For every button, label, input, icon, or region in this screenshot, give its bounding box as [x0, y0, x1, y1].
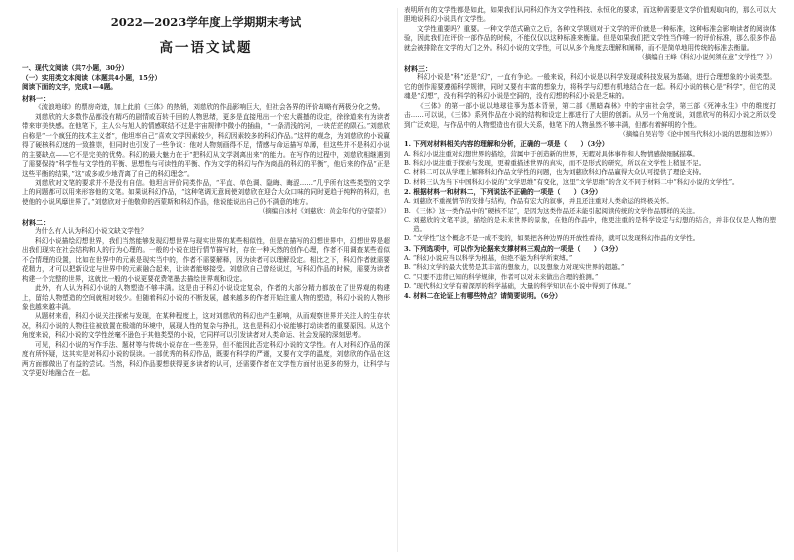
- material-1-paragraph: 刘慈欣的大多数作品都没有精巧的剧情或百转千回的人物思绪，更多是直接甩出一个宏大震撼的设定，徐徐道来有为读者带来审美快感。在他笔下，主人公与旭人的情感联结不过是宇宙规律中微小的插曲，“一条清浅的河，一块茫茫的陨石。”刘慈欣自称是“一个疯狂的技术主义者”，他坦率自己“喜欢文学因素较少，科幻因素较多的科幻作品。”这样的观念，为刘慈欣的小说赢得了硬核科幻迷的一致推崇，但同时也引发了一些争议：他对人物刻画得不足，情感与命运描写单薄，但这些并不是科幻小说的主要缺点——它不是完美的优势。科幻的最大魅力在于“把科幻从文学剥离出来”的能力。在写作的过程中，刘慈欣相继遇到了需要保持“科学性与文学性的平衡、思想性与可读性的平衡、作为文学的科幻与作为商品的科幻的平衡”，他后来的作品“正是这些平衡的结果，”这“或多或少地背离了自己的科幻理念”。: [22, 112, 390, 178]
- material-1-label: 材料一：: [22, 93, 50, 103]
- question-2-option-a: A. 刘慈欣不重视情节的安排与结构，作品有宏大的叙事，并且还注重对人类命运的终极关怀。: [404, 197, 673, 206]
- section-heading: 一、现代文阅读（共7小题，30分）: [22, 64, 129, 72]
- question-3-stem: 3. 下列选项中，可以作为论据来支撑材料三观点的一项是（ ）（3分）: [404, 244, 622, 253]
- right-column: [404, 0, 776, 560]
- material-2-paragraph: 可见，科幻小说的写作手法、题材等与传统小说存在一些差异，但不能因此否定科幻小说的文学性。有人对科幻作品的深度有所怀疑，这其实是对科幻小说的误读。一部优秀的科幻作品，既要有科学的严谨，又要有文学的温度，刘慈欣的作品在这两方面都做出了有益的尝试。当然，科幻作品要想获得更多读者的认可，还需要作者在文学性方面付出更多的努力，让科学与文学更好地融合在一起。: [22, 340, 390, 378]
- material-3-label: 材料三：: [404, 63, 432, 73]
- question-3-option-b: B. “科幻文学的最大优势是其丰富的想象力，以及想象力对现实世界的超越。”: [404, 263, 625, 272]
- material-2-paragraph: 科幻小说描绘幻想世界，我们当然能够发现幻想世界与现实世界的某些相似性，但是在描写的幻想世界中，幻想世界是超出我们现实在社会结构和人的行为心理的。一般的小说在进行情节描写时，存在一种天然的创作心理，作者不用调查某些看似不合情理的设置，比如在世界中的元素是现实当中的，作者不需要解释，因为读者可以理解设定。相比之下，科幻作者就需要花精力，才可以把新设定与世界中的元素融合起来，让读者能够接受。刘慈欣自己曾经说过，写科幻作品的时候，需要为读者构建一个完整的世界，这就比一般的小说更要花费笔墨去描绘世界观和设定。: [22, 236, 390, 283]
- left-column: [22, 0, 390, 560]
- question-1-option-d: D. 材料三认为当下中国科幻小说的“文学思维”有变化，这里“文学思维”的含义不同于材料二中“科幻小说的文学性”。: [404, 177, 739, 186]
- material-1-paragraph: 刘慈欣对文笔的要求并不是没有自信。他坦言评价同类作品，“平直、单色调、隐晦、晦涩……”几乎所有这些类型的文学上的问题都可以用来形容他的文笔。如果说科幻作品，“这种笔调无意间使刘慈欣在迎合大众口味的同时更趋于纯粹的科幻，也使他的小说风靡世界了。”刘慈欣对于他敬仰的西蒙斯和科幻作品，他说能说出自己仍不满意的地方。: [22, 179, 390, 206]
- material-2-paragraph: 从题材来看，科幻小说关注探索与发现，在某种程度上，这对刘慈欣的科幻也产生影响，从而观察世界并关注人的生存状况，科幻小说的人物往往被放置在极端的环境中，展现人性的复杂与挣扎，这也是科幻小说能够打动读者的重要原因。从这个角度来说，科幻小说的文学性丝毫不逊色于其他类型的小说，它同样可以引发读者对人类命运、社会发展的深刻思考。: [22, 312, 390, 340]
- reading-instruction: 阅读下面的文字，完成1—4题。: [22, 83, 117, 92]
- column-divider: [397, 8, 398, 552]
- question-1-option-c: C. 材料二可以从学理上解释科幻作品文学性的问题，也为刘慈欣科幻作品赢得大众认可提供了理论支持。: [404, 168, 706, 177]
- question-2-option-b: B. 《三体》这一类作品中的“硬核不足”，是因为这类作品还未能引起阅读传统的文学作品那样的关注。: [404, 206, 700, 215]
- material-2-continuation: 表明所有的文学性都是如此，如果我们认同科幻作为文学性科技、永恒化的要求，而这种需要是文学价值观取向的，那么可以大胆地说科幻小说具有文学性。: [404, 6, 776, 24]
- material-2-paragraph: 此外，有人认为科幻小说的人物塑造不够丰满。这是由于科幻小说设定复杂，作者的大部分精力都放在了世界观的构建上，留给人物塑造的空间就相对较少。但随着科幻小说的不断发展，越来越多的作者开始注重人物的塑造，科幻小说的人物形象也越来越丰满。: [22, 284, 390, 311]
- question-2-stem: 2. 根据材料一和材料二，下列说法不正确的一项是（ ）（3分）: [404, 187, 602, 196]
- material-3-paragraph: 《三体》的第一部小说以地球往事为基本背景，第二部《黑暗森林》中的宇宙社会学，第三部《死神永生》中的维度打击……可以说，《三体》系列作品在小说的结构和设定上都进行了大胆的创新。从另一个角度说，刘慈欣写的科幻小说之所以受到广泛欢迎，与作品中的人物塑造也有很大关系，他笔下的人物虽然不够丰满，但都有着鲜明的个性。: [404, 101, 776, 129]
- question-4-stem: 4. 材料二在论证上有哪些特点？请简要说明。（6分）: [404, 292, 562, 301]
- question-1-option-a: A. 科幻小说注重对幻想世界的描绘，营属中于创造新的世界，无暇对具体事件和人物情感做细腻描摹。: [404, 149, 699, 158]
- subject-title: 高一语文试题: [159, 40, 253, 56]
- question-3-option-a: A. “科幻小说应当以科学为根基，但绝不能为科学所束缚。”: [404, 254, 573, 263]
- question-1-option-b: B. 科幻小说注重于探索与发现，更着重描述世界的真实，而不是形式的研究，所以在文学性上稍显不足。: [404, 159, 706, 168]
- question-2-option-c: C. 刘慈欣的文笔平淡，描绘的是未来世界的景象，在他的作品中，他更注重的是科学设定与幻想的结合，并非仅仅是人物的塑造。: [404, 215, 776, 234]
- material-1-paragraph: 《流浪地球》的票房奇迹，加上此前《三体》的热销，刘慈欣的作品影响巨大，但社会各界的评价却略有两极分化之势。: [35, 103, 385, 112]
- exam-title: 2022—2023学年度上学期期末考试: [110, 15, 302, 29]
- material-3-paragraph: 科幻小说是“科”还是“幻”，一直有争论。一般来说，科幻小说是以科学发现或科技发展为基础，进行合理想象的小说类型。它的创作需要遵循科学规律，同时又要有丰富的想象力，将科学与幻想有机地结合在一起。科幻小说的核心是“科学”，但它的灵魂是“幻想”，没有科学的科幻小说是空洞的，没有幻想的科幻小说是乏味的。: [404, 73, 776, 101]
- material-2-label: 材料二：: [22, 217, 50, 227]
- material-1-source: （摘编自冰村《刘慈欣：黄金年代的守望者》）: [258, 207, 390, 216]
- question-3-option-c: C. “只要不违背已知的科学规律，作者可以对未来做出合理的推测。”: [404, 272, 599, 281]
- question-3-option-d: D. “现代科幻文学有着深厚的科学基础，大量的科学知识在小说中得到了体现。”: [404, 281, 632, 290]
- subsection-heading: （一）实用类文本阅读（本题共4小题，15分）: [22, 73, 162, 82]
- material-2-paragraph: 为什么有人认为科幻小说文缺文学性？: [35, 227, 148, 236]
- material-2-continuation: 文学性重要吗？重要。一种文学范式确立之后，各种文学规则对于文学的评价就是一种标准，这种标准会影响读者的阅读体验，因此我们在评价一部作品的时候，不能仅仅以这种标准来衡量。但是如果我们把文学性当作唯一的评价标准，那么很多作品就会被排除在文学的大门之外。科幻小说的文学性，可以从多个角度去理解和阐释，而不是简单地用传统的标准去衡量。: [404, 24, 776, 52]
- material-3-source: （摘编自吴岩等《论中国当代科幻小说的思想和边界》）: [619, 129, 776, 138]
- material-2-source: （摘编自王峰《科幻小说何须在意“文学性”？》）: [638, 53, 776, 62]
- question-1-stem: 1. 下列对材料相关内容的理解和分析，正确的一项是（ ）（3分）: [404, 140, 609, 149]
- question-2-option-d: D. “文学性”这个概念不是一成不变的，如果把各种边界的开放性看待，就可以发现科幻作品的文学性。: [404, 234, 700, 243]
